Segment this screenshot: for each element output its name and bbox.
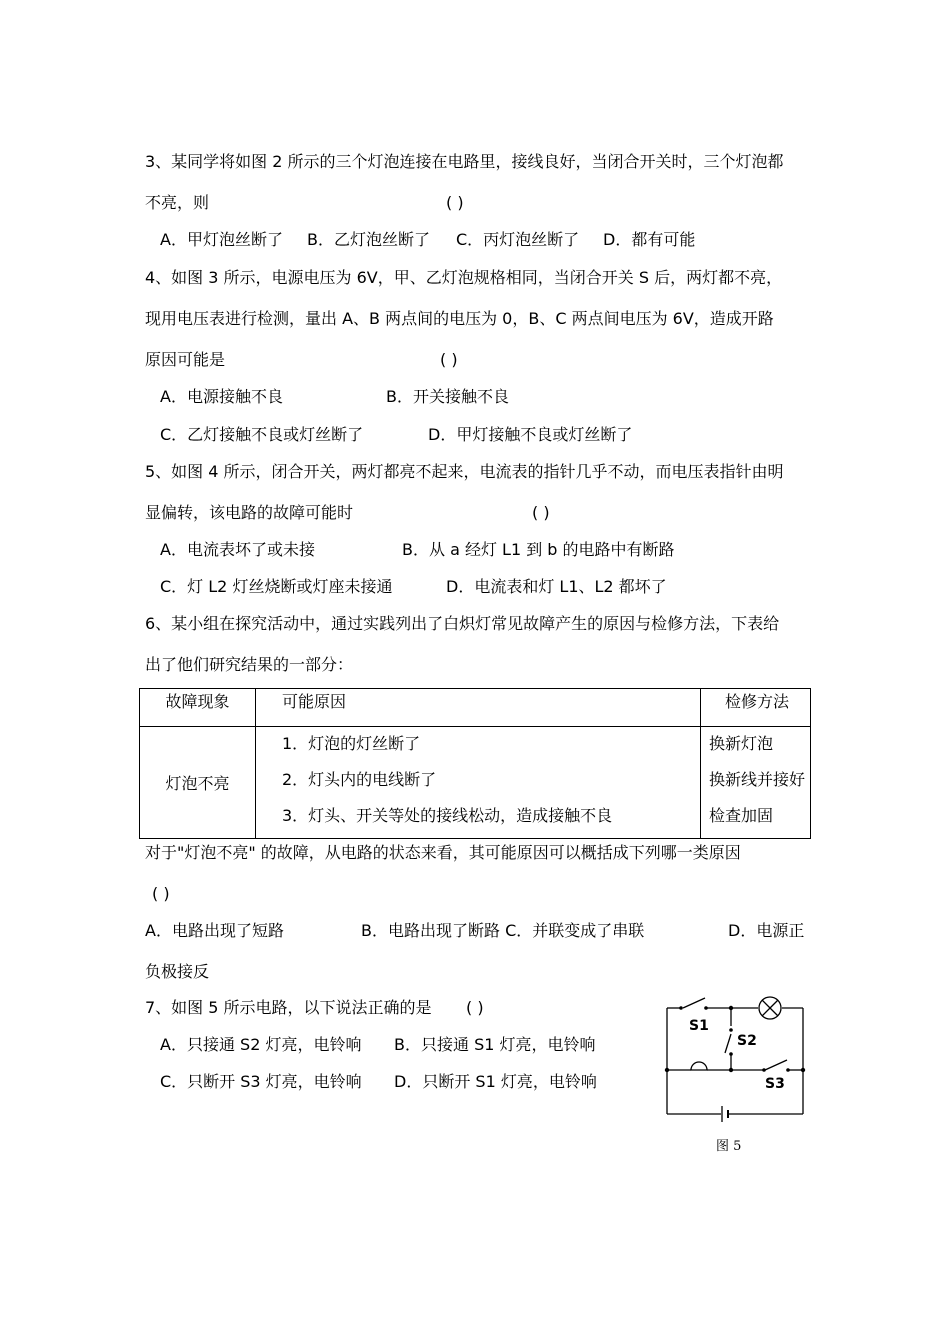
label-s2: S2 (737, 1033, 757, 1049)
junction-dot (665, 1068, 669, 1072)
q7-option-a: A．只接通 S2 灯亮，电铃响 (160, 1035, 362, 1054)
q6-stem-line2: 出了他们研究结果的一部分： (145, 655, 354, 674)
fix-1: 换新灯泡 (709, 734, 774, 753)
q5-stem-line1: 5、如图 4 所示，闭合开关，两灯都亮不起来，电流表的指针几乎不动，而电压表指针由明 (145, 462, 784, 481)
switch-contact (729, 1052, 733, 1056)
q7-stem: 7、如图 5 所示电路，以下说法正确的是 (145, 998, 432, 1017)
q5-option-d: D．电流表和灯 L1、L2 都坏了 (446, 577, 667, 596)
bell-icon (691, 1062, 707, 1070)
q4-answer-paren: ( ) (440, 350, 458, 369)
label-s3: S3 (765, 1076, 785, 1092)
q6-option-a: A．电路出现了短路 (145, 921, 284, 940)
switch-s3-blade (765, 1060, 787, 1070)
label-s1: S1 (689, 1018, 709, 1034)
q5-stem-line2: 显偏转，该电路的故障可能时 (145, 503, 354, 522)
fix-3: 检查加固 (709, 806, 774, 825)
q6-option-bc: B．电路出现了断路 C．并联变成了串联 (361, 921, 645, 940)
junction-dot (729, 1006, 733, 1010)
switch-contact (762, 1068, 766, 1072)
q5-option-a: A．电流表坏了或未接 (160, 540, 315, 559)
q4-option-d: D．甲灯接触不良或灯丝断了 (428, 425, 633, 444)
q6-question-line: 对于"灯泡不亮" 的故障，从电路的状态来看，其可能原因可以概括成下列哪一类原因 (145, 843, 741, 862)
q3-option-a: A．甲灯泡丝断了 (160, 230, 283, 249)
q3-option-c: C．丙灯泡丝断了 (456, 230, 580, 249)
figure-caption: 图 5 (716, 1139, 742, 1154)
cell-symptom: 灯泡不亮 (140, 727, 256, 839)
header-cause: 可能原因 (256, 689, 701, 727)
header-fix: 检修方法 (701, 689, 811, 727)
switch-contact (729, 1028, 733, 1032)
fault-table (139, 688, 811, 839)
q4-stem-line2: 现用电压表进行检测，量出 A、B 两点间的电压为 0，B、C 两点间电压为 6V，造成开路 (145, 309, 774, 328)
junction-dot (729, 1068, 733, 1072)
q3-stem-line2: 不亮，则 (145, 193, 210, 212)
table-row (140, 727, 811, 839)
q4-option-c: C．乙灯接触不良或灯丝断了 (160, 425, 364, 444)
cell-causes (256, 727, 701, 839)
q7-option-c: C．只断开 S3 灯亮，电铃响 (160, 1072, 362, 1091)
q5-option-b: B．从 a 经灯 L1 到 b 的电路中有断路 (402, 540, 675, 559)
table-header-row (140, 689, 811, 727)
q6-option-d: D．电源正 (728, 921, 805, 940)
q6-answer-paren: ( ) (152, 884, 170, 903)
q6-stem-line1: 6、某小组在探究活动中，通过实践列出了白炽灯常见故障产生的原因与检修方法，下表给 (145, 614, 780, 633)
cause-1: 1．灯泡的灯丝断了 (282, 734, 421, 753)
switch-contact (679, 1006, 683, 1010)
q4-option-a: A．电源接触不良 (160, 387, 283, 406)
junction-dot (801, 1068, 805, 1072)
cell-fixes (701, 727, 811, 839)
q6-option-d-cont: 负极接反 (145, 962, 210, 981)
q3-answer-paren: ( ) (446, 193, 464, 212)
switch-s2-blade (725, 1034, 731, 1053)
q4-option-b: B．开关接触不良 (386, 387, 509, 406)
switch-s1-blade (683, 998, 705, 1008)
q5-answer-paren: ( ) (532, 503, 550, 522)
cause-3: 3．灯头、开关等处的接线松动，造成接触不良 (282, 806, 613, 825)
circuit-figure-5 (655, 990, 815, 1130)
q5-option-c: C．灯 L2 灯丝烧断或灯座未接通 (160, 577, 393, 596)
q7-answer-paren: ( ) (466, 998, 484, 1017)
q4-stem-line3: 原因可能是 (145, 350, 226, 369)
q7-option-b: B．只接通 S1 灯亮，电铃响 (394, 1035, 596, 1054)
header-symptom: 故障现象 (140, 689, 256, 727)
switch-contact (704, 1006, 708, 1010)
cause-2: 2．灯头内的电线断了 (282, 770, 437, 789)
fix-2: 换新线并接好 (709, 770, 806, 789)
q3-stem-line1: 3、某同学将如图 2 所示的三个灯泡连接在电路里，接线良好，当闭合开关时，三个灯泡都 (145, 152, 784, 171)
switch-contact (786, 1068, 790, 1072)
q3-option-b: B．乙灯泡丝断了 (307, 230, 430, 249)
q7-option-d: D．只断开 S1 灯亮，电铃响 (394, 1072, 597, 1091)
q4-stem-line1: 4、如图 3 所示，电源电压为 6V，甲、乙灯泡规格相同，当闭合开关 S 后，两灯都不亮， (145, 268, 783, 287)
q3-option-d: D．都有可能 (603, 230, 696, 249)
